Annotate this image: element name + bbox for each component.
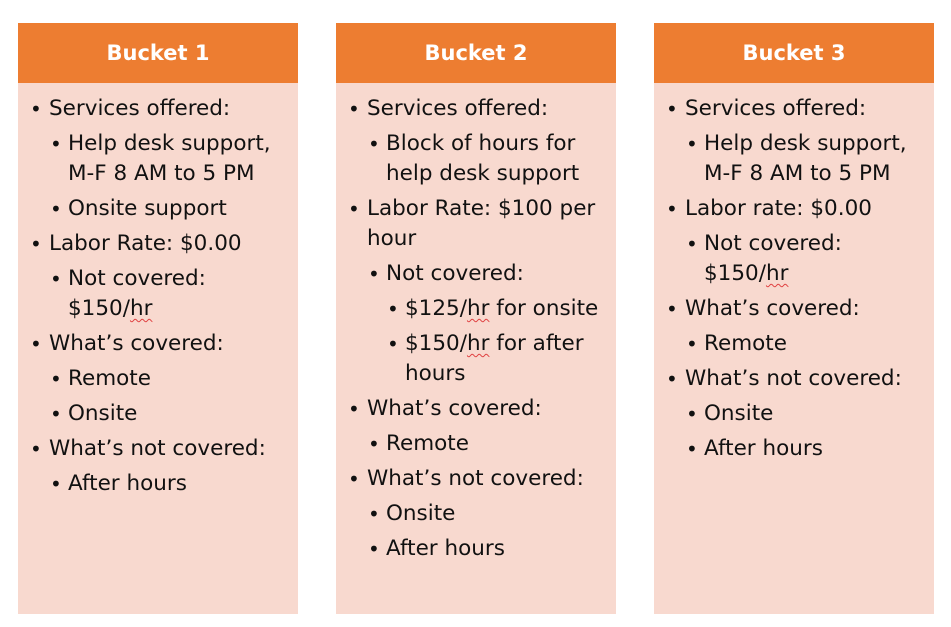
list-item: • Services offered: • Help desk support, M-F 8 AM to 5 PM • Onsite support <box>18 94 298 229</box>
list-item: • Not covered: • $125/hr for onsite • $150/hr for after hours <box>336 259 610 389</box>
list-item: • $125/hr for onsite <box>336 294 610 329</box>
list-item: • Onsite support <box>18 194 292 224</box>
list-item: • Onsite <box>336 499 610 534</box>
list-item: • What’s not covered: • Onsite • After hours <box>336 464 616 564</box>
list-item: • Help desk support, M-F 8 AM to 5 PM <box>18 129 292 194</box>
list-item: • After hours <box>18 469 292 499</box>
list-item: • Help desk support, M-F 8 AM to 5 PM <box>654 129 928 189</box>
bucket-3-list <box>654 83 934 464</box>
bucket-1-panel <box>18 23 298 614</box>
list-item: • Labor Rate: $100 per hour • Not covered: • $125/hr for onsite • $150/hr for after hours <box>336 194 616 394</box>
list-item: • $150/hr for after hours <box>336 329 610 389</box>
list-item: • Labor Rate: $0.00 • Not covered: $150/hr <box>18 229 298 329</box>
list-item: • What’s covered: • Remote <box>336 394 616 464</box>
list-item: • After hours <box>336 534 610 564</box>
bucket-2-header: Bucket 2 <box>336 23 616 83</box>
bucket-2-list <box>336 83 616 564</box>
list-item: • Not covered: $150/hr <box>654 229 928 289</box>
list-item: • Block of hours for help desk support <box>336 129 610 189</box>
list-item: • What’s covered: • Remote • Onsite <box>18 329 298 434</box>
list-item: • Labor rate: $0.00 • Not covered: $150/hr <box>654 194 934 294</box>
list-item: • What’s covered: • Remote <box>654 294 934 364</box>
list-item: • Services offered: • Block of hours for help desk support <box>336 94 616 194</box>
list-item: • What’s not covered: • After hours <box>18 434 298 499</box>
bucket-3-panel <box>654 23 934 614</box>
bucket-1-header: Bucket 1 <box>18 23 298 83</box>
list-item: • Remote <box>18 364 292 399</box>
list-item: • What’s not covered: • Onsite • After hours <box>654 364 934 464</box>
list-item: • Remote <box>336 429 610 459</box>
list-item: • After hours <box>654 434 928 464</box>
list-item: • Services offered: • Help desk support, M-F 8 AM to 5 PM <box>654 94 934 194</box>
list-item: • Onsite <box>654 399 928 434</box>
list-item: • Onsite <box>18 399 292 429</box>
bucket-3-header: Bucket 3 <box>654 23 934 83</box>
bucket-2-panel <box>336 23 616 614</box>
list-item: • Not covered: $150/hr <box>18 264 292 324</box>
list-item: • Remote <box>654 329 928 359</box>
bucket-1-list <box>18 83 298 499</box>
